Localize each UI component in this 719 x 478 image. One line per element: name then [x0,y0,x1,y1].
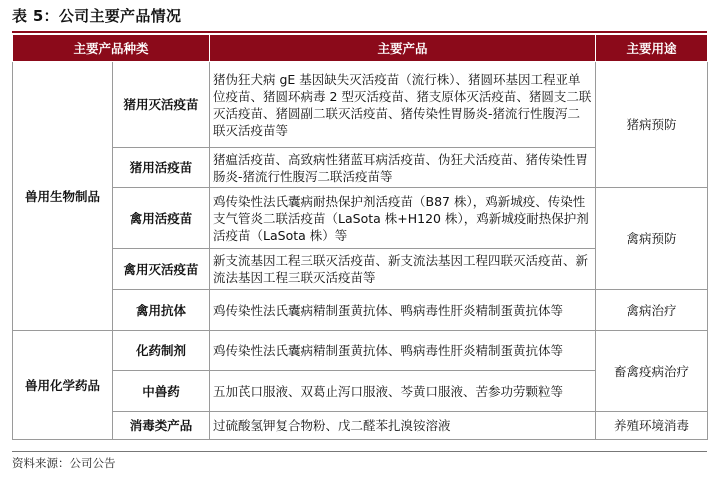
table-row [13,188,708,249]
source-note: 资料来源：公司公告 [12,456,116,470]
product-cell: 过硫酸氢钾复合物粉、戊二醛苯扎溴铵溶液 [210,412,596,440]
header-row [13,35,708,62]
product-cell: 猪瘟活疫苗、高致病性猪蓝耳病活疫苗、伪狂犬活疫苗、猪传染性胃肠炎-猪流行性腹泻二联活疫苗等 [210,148,596,188]
subcategory-cell: 猪用活疫苗 [113,148,210,188]
subcategory-cell: 禽用抗体 [113,290,210,331]
bottom-rule [12,451,707,452]
table-row [13,62,708,148]
table-row [13,331,708,371]
table-row [13,412,708,440]
subcategory-cell: 化药制剂 [113,331,210,371]
header-product: 主要产品 [210,35,596,62]
title-rule [12,31,707,33]
product-cell: 鸡传染性法氏囊病精制蛋黄抗体、鸭病毒性肝炎精制蛋黄抗体等 [210,290,596,331]
product-cell: 五加芪口服液、双葛止泻口服液、芩黄口服液、苦参功劳颗粒等 [210,371,596,412]
use-cell: 猪病预防 [596,62,708,188]
product-cell: 鸡传染性法氏囊病耐热保护剂活疫苗（B87 株），鸡新城疫、传染性支气管炎二联活疫苗（LaSota 株+H120 株），鸡新城疫耐热保护剂活疫苗（LaSota 株）等 [210,188,596,249]
category-chem: 兽用化学药品 [13,331,113,440]
product-cell: 猪伪狂犬病 gE 基因缺失灭活疫苗（流行株）、猪圆环基因工程亚单位疫苗、猪圆环病毒 2 型灭活疫苗、猪支原体灭活疫苗、猪圆支二联灭活疫苗、猪圆副二联灭活疫苗、猪传染性胃肠炎-猪流行性腹泻二联灭活疫苗等 [210,62,596,148]
category-bio: 兽用生物制品 [13,62,113,331]
subcategory-cell: 猪用灭活疫苗 [113,62,210,148]
subcategory-cell: 中兽药 [113,371,210,412]
use-cell: 畜禽疫病治疗 [596,331,708,412]
header-use: 主要用途 [596,35,708,62]
header-category: 主要产品种类 [13,35,210,62]
use-cell: 禽病治疗 [596,290,708,331]
table-row [13,290,708,331]
use-cell: 养殖环境消毒 [596,412,708,440]
product-cell: 新支流基因工程三联灭活疫苗、新支流法基因工程四联灭活疫苗、新流法基因工程三联灭活疫苗等 [210,249,596,290]
table-title: 表 5：公司主要产品情况 [12,7,182,25]
subcategory-cell: 消毒类产品 [113,412,210,440]
product-cell: 鸡传染性法氏囊病精制蛋黄抗体、鸭病毒性肝炎精制蛋黄抗体等 [210,331,596,371]
subcategory-cell: 禽用活疫苗 [113,188,210,249]
product-table [12,34,708,440]
use-cell: 禽病预防 [596,188,708,290]
subcategory-cell: 禽用灭活疫苗 [113,249,210,290]
